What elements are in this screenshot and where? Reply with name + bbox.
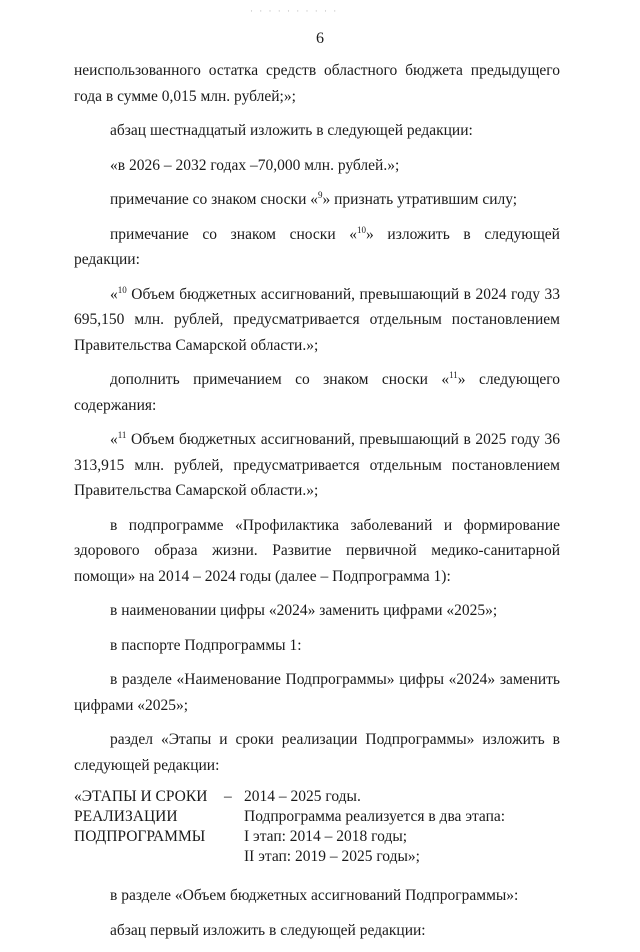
footnote-mark: 10 [357,224,367,235]
stages-line: I этап: 2014 – 2018 годы; [244,828,408,845]
paragraph-footnote-10 [74,222,560,273]
paragraph-footnote-9 [74,187,560,213]
paragraph-2026-2032: «в 2026 – 2032 годах –70,000 млн. рублей.»; [110,156,400,174]
text-fragment: дополнить примечанием со знаком сноски « [110,371,450,388]
stages-label-line: ПОДПРОГРАММЫ [74,828,206,845]
stages-content [244,787,560,867]
stages-line: Подпрограмма реализуется в два этапа: [244,808,506,825]
paragraph-subprogram-1: в подпрограмме «Профилактика заболеваний и формирование здорового образа жизни. Развитие первичной медико-санитарной помощи» на 2014 – 2024 годы (далее – Подпрограмма 1): [74,516,560,585]
paragraph-name-change: в наименовании цифры «2024» заменить цифрами «2025»; [110,602,498,619]
text-fragment: » признать утратившим силу; [322,191,518,208]
footnote-mark: 9 [318,190,323,200]
paragraph-stages-section: раздел «Этапы и сроки реализации Подпрограммы» изложить в следующей редакции: [74,731,560,774]
text-fragment: » следующего содержания: [74,371,560,414]
text-fragment: » изложить в следующей редакции: [74,225,560,268]
document-body [74,58,560,952]
page-number: 6 [316,30,324,47]
stages-line: II этап: 2019 – 2025 годы»; [244,848,420,865]
text-fragment: Объем бюджетных ассигнований, превышающий в 2024 году 33 695,150 млн. рублей, предусматривается отдельным постановлением Правительства Самарской области.»; [74,285,560,354]
stages-dash: – [224,788,232,805]
stages-label-line: РЕАЛИЗАЦИИ [74,808,178,825]
paragraph-abzac-16: абзац шестнадцатый изложить в следующей редакции: [110,122,473,139]
scan-artifact: · · · · · · · · · · [250,6,339,16]
paragraph-add-footnote-11 [74,367,560,418]
stages-block [74,787,560,867]
footnote-mark: 10 [117,284,127,295]
paragraph-footnote-10-text [74,282,560,359]
footnote-mark: 11 [117,430,127,440]
paragraph-first-abzac: абзац первый изложить в следующей редакции: [110,921,426,939]
text-fragment: « [110,285,118,303]
text-fragment: « [110,431,118,448]
stages-label-line: «ЭТАПЫ И СРОКИ [74,788,208,805]
paragraph-section-name: в разделе «Наименование Подпрограммы» цифры «2024» заменить цифрами «2025»; [74,671,560,714]
paragraph-remaining-balance: неиспользованного остатка средств областного бюджета предыдущего года в сумме 0,015 млн. рублей;»; [74,62,560,105]
text-fragment: примечание со знаком сноски « [110,225,358,243]
paragraph-footnote-11-text [74,427,560,504]
stages-label [74,787,224,867]
paragraph-passport: в паспорте Подпрограммы 1: [110,636,302,654]
text-fragment: примечание со знаком сноски « [110,191,318,208]
footnote-mark: 11 [449,370,458,380]
stages-line: 2014 – 2025 годы. [244,788,361,805]
text-fragment: Объем бюджетных ассигнований, превышающий в 2025 году 36 313,915 млн. рублей, предусматривается отдельным постановлением Правительства Самарской области.»; [74,431,560,499]
paragraph-budget-section: в разделе «Объем бюджетных ассигнований Подпрограммы»: [110,887,519,904]
